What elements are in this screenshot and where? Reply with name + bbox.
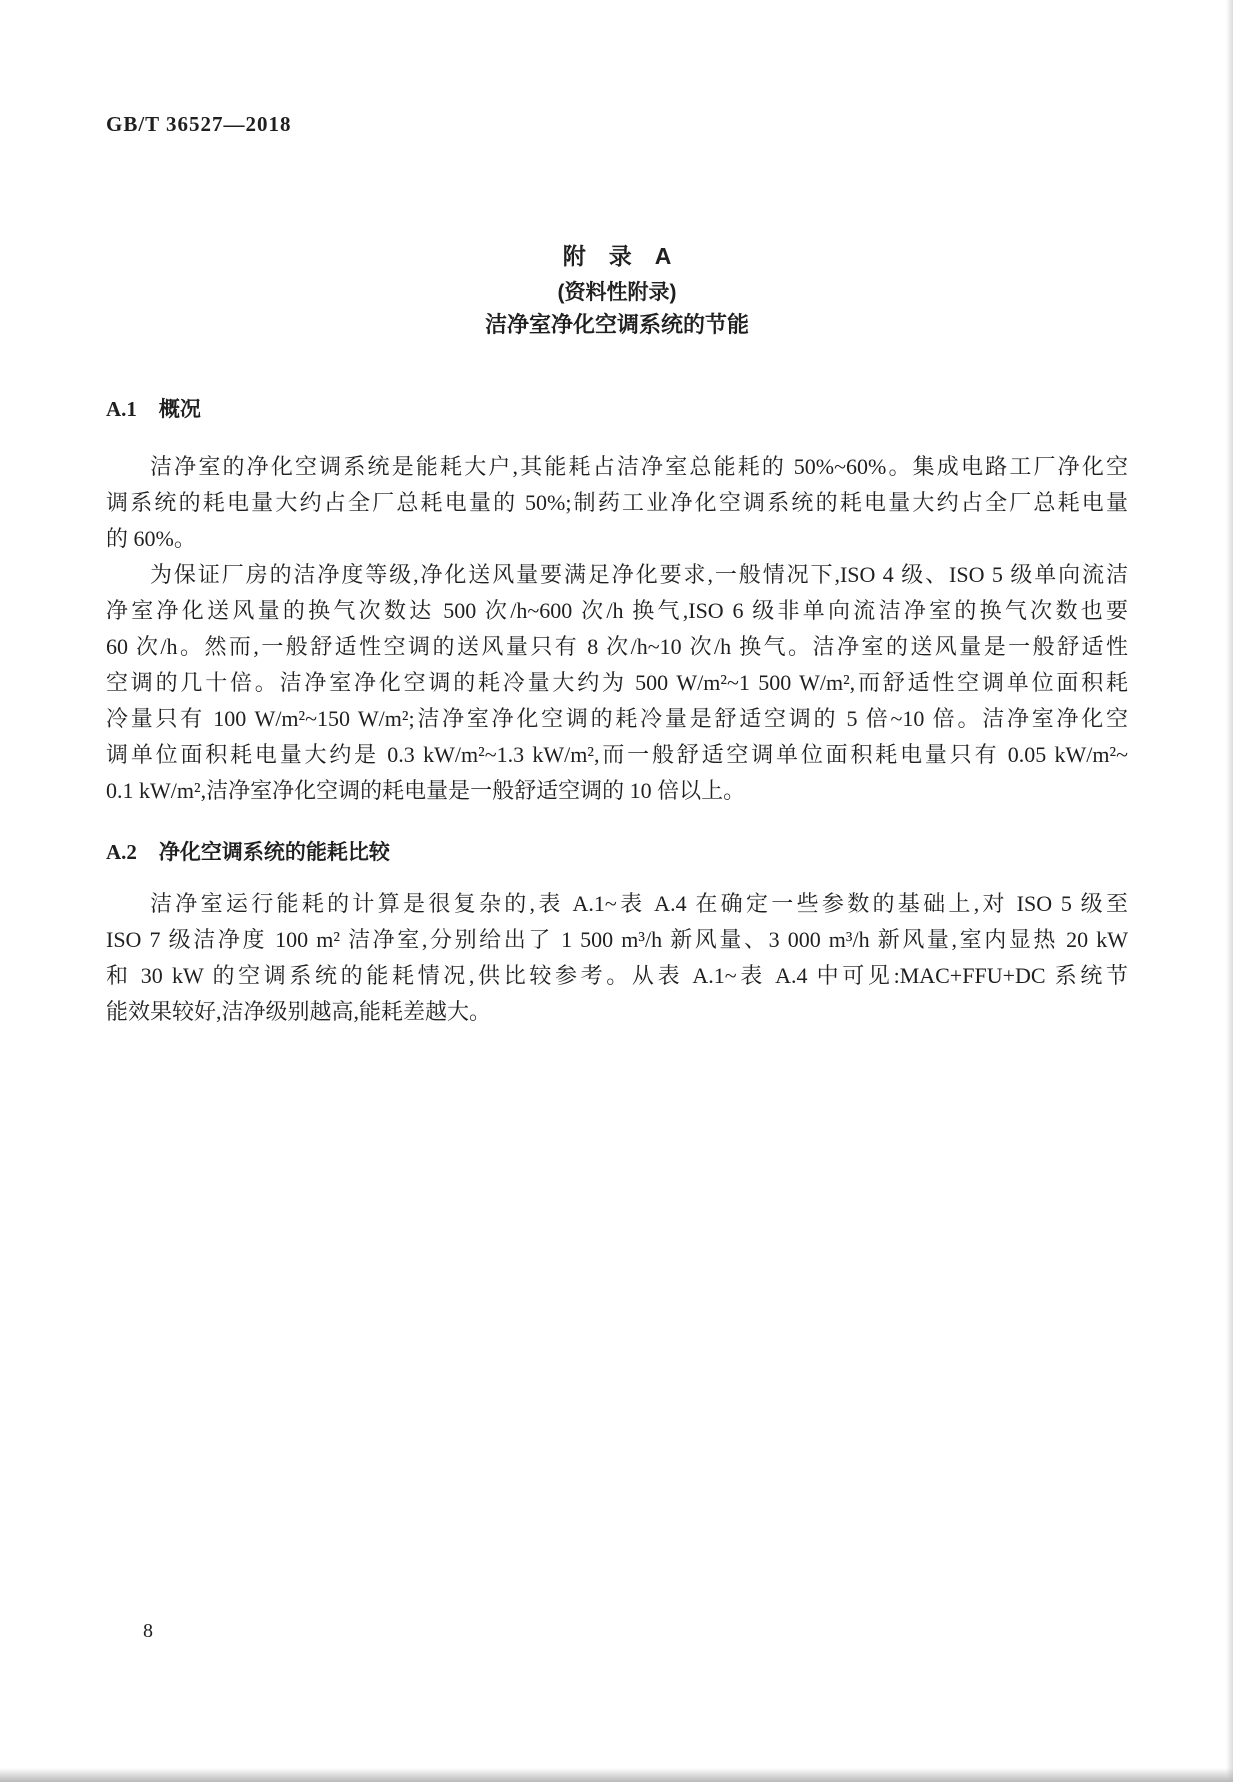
paragraph	[106, 449, 1128, 557]
text-line: 洁净室的净化空调系统是能耗大户,其能耗占洁净室总能耗的 50%~60%。集成电路工厂净化空	[150, 454, 1128, 479]
text-line: 空调的几十倍。洁净室净化空调的耗冷量大约为 500 W/m²~1 500 W/m²,而舒适性空调单位面积耗	[106, 670, 1128, 695]
page-number: 8	[143, 1620, 153, 1642]
text-line: 调单位面积耗电量大约是 0.3 kW/m²~1.3 kW/m²,而一般舒适空调单位面积耗电量只有 0.05 kW/m²~	[106, 742, 1128, 767]
section-title: 概况	[158, 398, 201, 421]
text-line: 为保证厂房的洁净度等级,净化送风量要满足净化要求,一般情况下,ISO 4 级、ISO 5 级单向流洁	[150, 562, 1128, 587]
section-title: 净化空调系统的能耗比较	[158, 841, 390, 864]
text-line: ISO 7 级洁净度 100 m² 洁净室,分别给出了 1 500 m³/h 新风量、3 000 m³/h 新风量,室内显热 20 kW	[106, 927, 1128, 952]
section-heading-a2	[106, 836, 1128, 866]
text-line: 能效果较好,洁净级别越高,能耗差越大。	[106, 999, 492, 1024]
text-line: 和 30 kW 的空调系统的能耗情况,供比较参考。从表 A.1~表 A.4 中可见:MAC+FFU+DC 系统节	[106, 963, 1128, 988]
appendix-title-block	[106, 238, 1128, 271]
paragraph	[106, 557, 1128, 809]
section-number: A.1	[106, 397, 137, 421]
paragraph	[106, 886, 1128, 1030]
appendix-topic-block	[106, 308, 1128, 339]
appendix-topic: 洁净室净化空调系统的节能	[484, 312, 749, 337]
text-line: 0.1 kW/m²,洁净室净化空调的耗电量是一般舒适空调的 10 倍以上。	[106, 778, 746, 803]
section-number: A.2	[106, 840, 137, 864]
appendix-subtitle: (资料性附录)	[557, 281, 677, 304]
text-line: 60 次/h。然而,一般舒适性空调的送风量只有 8 次/h~10 次/h 换气。洁净室的送风量是一般舒适性	[106, 634, 1128, 659]
text-line: 冷量只有 100 W/m²~150 W/m²;洁净室净化空调的耗冷量是舒适空调的 5 倍~10 倍。洁净室净化空	[106, 706, 1128, 731]
text-line: 净室净化送风量的换气次数达 500 次/h~600 次/h 换气,ISO 6 级非单向流洁净室的换气次数也要	[106, 598, 1128, 623]
appendix-subtitle-block	[106, 276, 1128, 306]
text-line: 调系统的耗电量大约占全厂总耗电量的 50%;制药工业净化空调系统的耗电量大约占全厂总耗电量	[106, 490, 1128, 515]
text-line: 洁净室运行能耗的计算是很复杂的,表 A.1~表 A.4 在确定一些参数的基础上,对 ISO 5 级至	[150, 891, 1128, 916]
appendix-title: 附 录 A	[562, 243, 672, 269]
text-line: 的 60%。	[106, 526, 196, 551]
standard-number: GB/T 36527—2018	[106, 112, 292, 136]
section-heading-a1	[106, 393, 1128, 423]
